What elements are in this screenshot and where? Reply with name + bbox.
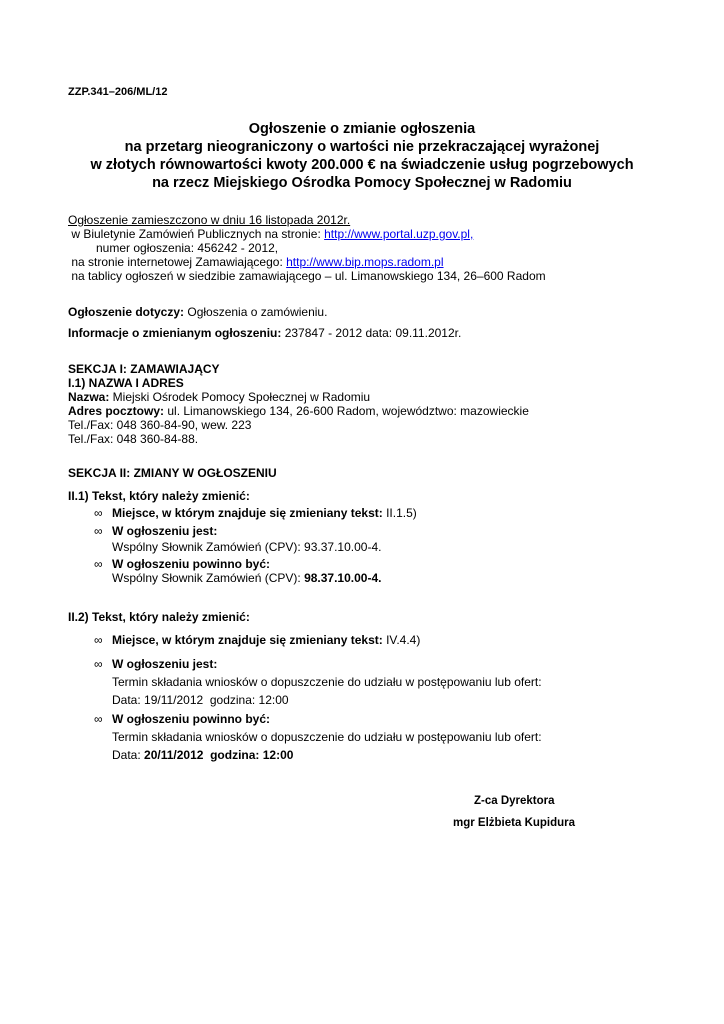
signature-role: Z-ca Dyrektora [474,795,555,807]
change2-should-text1: Termin składania wniosków o dopuszczenie do udziału w postępowaniu lub ofert: [112,730,542,744]
should-prefix: Data: [112,748,145,762]
info-label: Informacje o zmienianym ogłoszeniu: [68,326,282,340]
is-label: W ogłoszeniu jest: [112,524,218,538]
publication-noticeboard: na tablicy ogłoszeń w siedzibie zamawiającego – ul. Limanowskiego 134, 26–600 Radom [68,269,546,283]
title-line: na przetarg nieograniczony o wartości nie przekraczającej wyrażonej [124,139,600,155]
change1-place [94,506,417,520]
is-label: W ogłoszeniu jest: [112,657,218,671]
bip-mops-link[interactable]: http://www.bip.mops.radom.pl [286,255,444,269]
title-line: Ogłoszenie o zmianie ogłoszenia [248,121,476,137]
section2-heading: SEKCJA II: ZMIANY W OGŁOSZENIU [68,466,277,480]
change1-is-text: Wspólny Słownik Zamówień (CPV): 93.37.10.00-4. [112,540,382,554]
address-value: ul. Limanowskiego 134, 26-600 Radom, województwo: mazowieckie [164,404,529,418]
address-label: Adres pocztowy: [68,404,165,418]
change2-should [94,712,270,726]
concerns-label: Ogłoszenie dotyczy: [68,305,185,319]
publication-date: Ogłoszenie zamieszczono w dniu 16 listopada 2012r. [68,213,351,227]
place-value: II.1.5) [382,506,417,520]
bullet-symbol: ∞ [94,557,103,571]
phone-1: Tel./Fax: 048 360-84-90, wew. 223 [68,418,252,432]
change1-should-text [112,571,381,585]
change2-should-text2 [112,748,293,762]
place-label: Miejsce, w którym znajduje się zmieniany tekst: [112,506,383,520]
title-line: w złotych równowartości kwoty 200.000 € na świadczenie usług pogrzebowych [90,157,634,173]
publication-bzp-text: w Biuletynie Zamówień Publicznych na stronie: [68,227,325,241]
should-prefix: Wspólny Słownik Zamówień (CPV): [112,571,305,585]
info-line [68,326,461,340]
info-value: 237847 - 2012 data: 09.11.2012r. [281,326,462,340]
publication-website [68,255,546,269]
change2-place [94,633,420,647]
change1-heading: II.1) Tekst, który należy zmienić: [68,489,250,503]
change2-is-text1: Termin składania wniosków o dopuszczenie do udziału w postępowaniu lub ofert: [112,675,542,689]
reference-number: ZZP.341–206/ML/12 [68,86,168,98]
change2-is-text2: Data: 19/11/2012 godzina: 12:00 [112,693,289,707]
contracting-name [68,390,529,404]
uzp-portal-link[interactable]: http://www.portal.uzp.gov.pl, [324,227,474,241]
place-value: IV.4.4) [382,633,421,647]
change1-is [94,524,217,538]
change1-should [94,557,270,571]
publication-website-text: na stronie internetowej Zamawiającego: [68,255,287,269]
should-value: 98.37.10.00-4. [304,571,382,585]
publication-info [68,213,546,283]
should-label: W ogłoszeniu powinno być: [112,557,270,571]
name-value: Miejski Ośrodek Pomocy Społecznej w Radomiu [109,390,371,404]
place-label: Miejsce, w którym znajduje się zmieniany tekst: [112,633,383,647]
concerns-line [68,305,327,319]
announcement-number: numer ogłoszenia: 456242 - 2012, [96,241,279,255]
change2-heading: II.2) Tekst, który należy zmienić: [68,610,250,624]
should-value: 20/11/2012 godzina: 12:00 [144,748,294,762]
name-label: Nazwa: [68,390,110,404]
bullet-symbol: ∞ [94,524,103,538]
publication-bzp [68,227,546,241]
postal-address [68,404,529,418]
signature-name: mgr Elżbieta Kupidura [453,817,576,829]
bullet-symbol: ∞ [94,657,103,671]
should-label: W ogłoszeniu powinno być: [112,712,270,726]
phone-2: Tel./Fax: 048 360-84-88. [68,432,199,446]
section1-heading: SEKCJA I: ZAMAWIAJĄCY [68,362,220,376]
bullet-symbol: ∞ [94,506,103,520]
bullet-symbol: ∞ [94,712,103,726]
bullet-symbol: ∞ [94,633,103,647]
section1-subheading: I.1) NAZWA I ADRES [68,376,184,390]
change2-is [94,657,217,671]
concerns-value: Ogłoszenia o zamówieniu. [184,305,328,319]
section1 [68,362,529,446]
title-line: na rzecz Miejskiego Ośrodka Pomocy Społecznej w Radomiu [152,175,572,191]
document-title [0,120,724,192]
